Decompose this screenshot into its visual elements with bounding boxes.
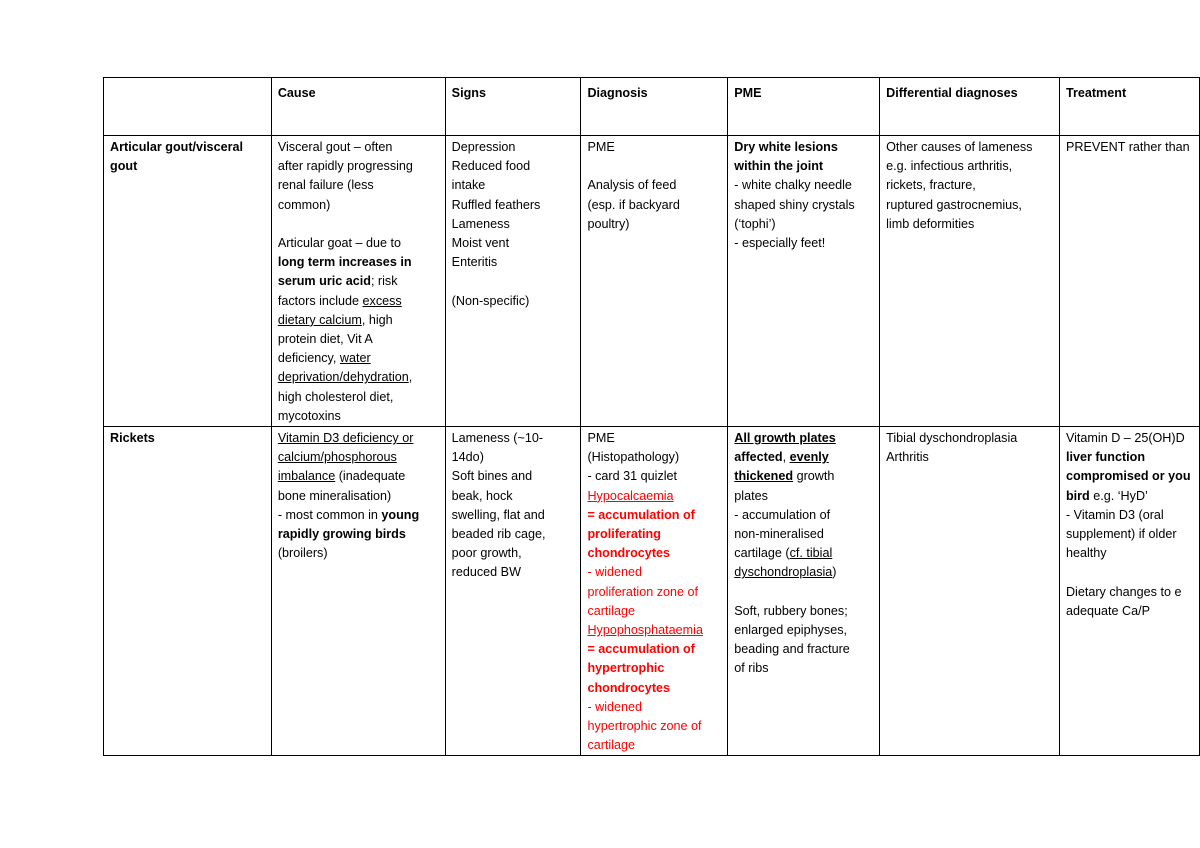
text-line <box>278 467 439 486</box>
header-cause: Cause <box>271 78 445 136</box>
cell-diagnosis <box>581 427 728 756</box>
text-line <box>452 448 575 467</box>
text-line <box>278 429 439 448</box>
text-line <box>278 544 439 563</box>
text-segment: after rapidly progressing <box>277 159 413 174</box>
text-segment: factors include <box>277 293 363 308</box>
text-line <box>734 215 873 234</box>
text-line <box>452 253 575 272</box>
text-segment: (Non-specific) <box>451 293 530 308</box>
text-segment: Ruffled feathers <box>451 197 541 212</box>
text-segment: Lameness (~10- <box>451 431 544 446</box>
text-line <box>278 196 439 215</box>
text-segment: - accumulation of <box>734 507 831 522</box>
text-line <box>452 429 575 448</box>
text-segment: PREVENT rather than <box>1065 140 1190 154</box>
text-segment: affected <box>734 450 783 465</box>
text-segment: intake <box>451 178 486 193</box>
text-segment: chondrocytes <box>587 680 671 695</box>
text-line <box>1066 429 1193 448</box>
text-segment: ) <box>832 565 837 580</box>
text-line <box>278 525 439 544</box>
text-segment: common) <box>277 197 331 212</box>
text-segment: young <box>381 507 420 522</box>
text-line <box>886 138 1053 157</box>
text-line <box>734 467 873 486</box>
text-segment: Other causes of lameness <box>886 140 1033 154</box>
text-segment: Reduced food <box>451 159 531 174</box>
text-segment: (broilers) <box>277 546 328 561</box>
text-segment: cartilage ( <box>734 546 790 561</box>
text-line <box>452 138 575 157</box>
text-line <box>734 448 873 467</box>
text-segment: Moist vent <box>451 236 510 251</box>
text-segment: deficiency, <box>277 351 340 366</box>
text-line <box>587 196 721 215</box>
text-line <box>278 349 439 368</box>
table-row <box>104 136 1200 427</box>
text-line <box>886 448 1053 467</box>
text-line <box>452 196 575 215</box>
text-line <box>587 698 721 717</box>
text-line <box>1066 448 1193 467</box>
text-segment: , <box>408 370 413 385</box>
text-line <box>734 544 873 563</box>
text-line <box>886 176 1053 195</box>
row-label-line: Articular gout/visceral <box>110 140 243 154</box>
cell-differential-diagnoses <box>880 136 1060 427</box>
text-segment: hypertrophic <box>587 661 665 676</box>
text-segment: Hypophosphataemia <box>587 623 703 638</box>
cell-diagnosis <box>581 136 728 427</box>
text-segment: evenly <box>789 450 829 465</box>
text-segment: Hypocalcaemia <box>587 488 674 503</box>
text-line <box>278 176 439 195</box>
text-segment: high cholesterol diet, <box>277 389 394 404</box>
text-line <box>587 487 721 506</box>
text-line <box>1066 138 1193 157</box>
text-segment: compromised or you <box>1065 469 1191 484</box>
text-segment: swelling, flat and <box>451 507 545 522</box>
row-label-cell <box>104 427 272 756</box>
text-line <box>734 196 873 215</box>
text-line <box>278 407 439 426</box>
text-segment: proliferation zone of <box>587 584 699 599</box>
row-label-line: gout <box>110 159 138 174</box>
text-line <box>1066 602 1193 621</box>
text-line <box>587 467 721 486</box>
text-segment: All growth plates <box>734 431 836 446</box>
text-segment: chondrocytes <box>587 546 671 561</box>
text-segment: - card 31 quizlet <box>587 469 678 484</box>
text-segment: PME <box>587 431 615 446</box>
text-line <box>587 602 721 621</box>
table-row <box>104 427 1200 756</box>
text-segment: cf. tibial <box>789 546 833 561</box>
text-segment: of ribs <box>734 661 769 676</box>
text-line <box>278 368 439 387</box>
text-line <box>587 506 721 525</box>
text-line <box>452 563 575 582</box>
text-segment: bone mineralisation) <box>277 488 392 503</box>
text-segment: (esp. if backyard <box>587 197 680 212</box>
text-line <box>452 215 575 234</box>
text-line <box>587 525 721 544</box>
text-line <box>278 330 439 349</box>
text-line <box>734 157 873 176</box>
text-segment: renal failure (less <box>277 178 374 193</box>
text-segment: (Histopathology) <box>587 450 680 465</box>
text-line <box>1066 583 1193 602</box>
text-line <box>734 487 873 506</box>
text-segment: excess <box>362 293 402 308</box>
text-line <box>452 157 575 176</box>
text-segment: Enteritis <box>451 255 498 270</box>
text-line <box>587 640 721 659</box>
text-line <box>1066 544 1193 563</box>
header-pme: PME <box>728 78 880 136</box>
header-differential-diagnoses: Differential diagnoses <box>880 78 1060 136</box>
text-line <box>1066 467 1193 486</box>
text-segment: e.g. infectious arthritis, <box>886 159 1013 174</box>
text-segment: = accumulation of <box>587 642 695 657</box>
text-segment: enlarged epiphyses, <box>734 623 848 638</box>
text-line <box>1066 525 1193 544</box>
text-segment: non-mineralised <box>734 527 824 542</box>
text-line <box>278 311 439 330</box>
text-line <box>734 525 873 544</box>
text-line <box>734 602 873 621</box>
text-line <box>452 467 575 486</box>
text-segment: poultry) <box>587 216 630 231</box>
text-line <box>886 429 1053 448</box>
text-segment: limb deformities <box>886 216 975 231</box>
header-cell-empty <box>104 78 272 136</box>
text-line <box>452 487 575 506</box>
text-segment: beading and fracture <box>734 642 850 657</box>
text-segment: - most common in <box>277 507 382 522</box>
text-line <box>587 176 721 195</box>
cell-cause <box>271 427 445 756</box>
text-line <box>278 487 439 506</box>
cell-signs <box>445 136 581 427</box>
text-segment: protein diet, Vit A <box>277 332 373 347</box>
text-segment: Soft, rubbery bones; <box>734 603 848 618</box>
text-line <box>452 292 575 311</box>
text-segment: (‘tophi’) <box>734 216 776 231</box>
text-line <box>278 506 439 525</box>
text-line <box>734 640 873 659</box>
text-segment: e.g. ‘HyD’ <box>1089 488 1148 503</box>
text-segment: Arthritis <box>886 450 929 465</box>
text-segment: = accumulation of <box>587 507 695 522</box>
text-line <box>278 253 439 272</box>
text-line <box>278 138 439 157</box>
table-body <box>104 78 1200 756</box>
text-segment: beaded rib cage, <box>451 527 546 542</box>
text-segment: - widened <box>587 565 643 580</box>
text-segment: cartilage <box>587 603 636 618</box>
text-segment: - Vitamin D3 (oral <box>1065 507 1164 522</box>
text-segment: dyschondroplasia <box>734 565 833 580</box>
text-segment: rickets, fracture, <box>886 178 976 193</box>
text-segment: PME <box>587 140 615 154</box>
text-segment: Articular goat – due to <box>277 236 402 250</box>
text-segment: adequate Ca/P <box>1065 603 1150 618</box>
text-segment: , high <box>361 312 393 327</box>
text-line <box>587 621 721 640</box>
text-segment: (inadequate <box>335 469 406 484</box>
text-line <box>886 157 1053 176</box>
text-segment: bird <box>1065 488 1090 503</box>
cell-cause <box>271 136 445 427</box>
text-line <box>278 388 439 407</box>
text-line <box>278 292 439 311</box>
text-line <box>278 157 439 176</box>
header-row <box>104 78 1200 136</box>
text-line <box>587 138 721 157</box>
text-segment: plates <box>734 488 768 503</box>
text-segment: thickened <box>734 469 794 484</box>
text-line <box>587 659 721 678</box>
text-line <box>734 234 873 253</box>
text-segment: rapidly growing birds <box>277 527 406 542</box>
header-diagnosis: Diagnosis <box>581 78 728 136</box>
text-line <box>452 506 575 525</box>
text-line <box>452 176 575 195</box>
text-line <box>278 215 439 234</box>
text-line <box>587 429 721 448</box>
text-line <box>587 736 721 755</box>
text-line <box>734 659 873 678</box>
text-line <box>734 621 873 640</box>
text-line <box>587 157 721 176</box>
text-line <box>734 176 873 195</box>
text-segment: imbalance <box>277 469 336 484</box>
text-segment: Visceral gout – often <box>277 140 393 154</box>
text-line <box>587 544 721 563</box>
row-label-line: Rickets <box>110 431 155 446</box>
row-label-cell <box>104 136 272 427</box>
text-line <box>452 272 575 291</box>
text-segment: 14do) <box>451 450 484 465</box>
text-line <box>587 679 721 698</box>
text-segment: ruptured gastrocnemius, <box>886 197 1022 212</box>
header-treatment: Treatment <box>1059 78 1199 136</box>
text-segment: Soft bines and <box>451 469 533 484</box>
text-line <box>278 234 439 253</box>
text-line <box>1066 487 1193 506</box>
text-segment: Depression <box>451 140 516 154</box>
text-segment: supplement) if older <box>1065 527 1177 542</box>
text-segment: calcium/phosphorous <box>277 450 397 465</box>
text-segment: proliferating <box>587 527 661 542</box>
text-segment: - white chalky needle <box>734 178 852 193</box>
text-segment: cartilage <box>587 738 636 753</box>
cell-differential-diagnoses <box>880 427 1060 756</box>
cell-treatment <box>1059 427 1199 756</box>
text-segment: hypertrophic zone of <box>587 719 702 734</box>
text-line <box>734 506 873 525</box>
text-line <box>452 544 575 563</box>
text-line <box>587 215 721 234</box>
text-line <box>587 563 721 582</box>
cell-signs <box>445 427 581 756</box>
text-segment: poor growth, <box>451 546 522 561</box>
text-line <box>886 215 1053 234</box>
text-segment: beak, hock <box>451 488 513 503</box>
text-segment: long term increases in <box>277 255 412 270</box>
text-line <box>734 138 873 157</box>
text-line <box>452 234 575 253</box>
text-segment: Tibial dyschondroplasia <box>886 431 1018 446</box>
text-segment: mycotoxins <box>277 408 341 423</box>
text-segment: Dry white lesions <box>734 140 838 154</box>
text-line <box>587 448 721 467</box>
text-line <box>734 563 873 582</box>
text-segment: Analysis of feed <box>587 178 677 193</box>
text-segment: water <box>339 351 371 366</box>
text-segment: - widened <box>587 699 643 714</box>
cell-treatment <box>1059 136 1199 427</box>
text-segment: reduced BW <box>451 565 521 580</box>
text-line <box>1066 563 1193 582</box>
text-line <box>452 525 575 544</box>
text-segment: liver function <box>1065 450 1146 465</box>
text-segment: - especially feet! <box>734 236 826 251</box>
cell-pme <box>728 427 880 756</box>
text-segment: Vitamin D – 25(OH)D <box>1065 431 1185 446</box>
text-segment: dietary calcium <box>277 312 362 327</box>
text-line <box>587 717 721 736</box>
text-segment: Dietary changes to e <box>1065 584 1182 599</box>
text-line <box>278 448 439 467</box>
text-line <box>587 583 721 602</box>
text-line <box>278 272 439 291</box>
text-segment: ; risk <box>370 274 398 289</box>
text-segment: healthy <box>1065 546 1107 561</box>
text-line <box>1066 506 1193 525</box>
header-signs: Signs <box>445 78 581 136</box>
text-segment: shaped shiny crystals <box>734 197 855 212</box>
text-line <box>734 583 873 602</box>
text-segment: growth <box>793 469 835 484</box>
cell-pme <box>728 136 880 427</box>
text-segment: serum uric acid <box>277 274 371 289</box>
text-segment: Lameness <box>451 216 510 231</box>
text-line <box>734 429 873 448</box>
text-segment: deprivation/dehydration <box>277 370 409 385</box>
text-segment: within the joint <box>734 159 824 174</box>
text-segment: , <box>782 450 790 465</box>
disease-table <box>103 77 1200 756</box>
text-segment: Vitamin D3 deficiency or <box>277 431 414 446</box>
text-line <box>886 196 1053 215</box>
